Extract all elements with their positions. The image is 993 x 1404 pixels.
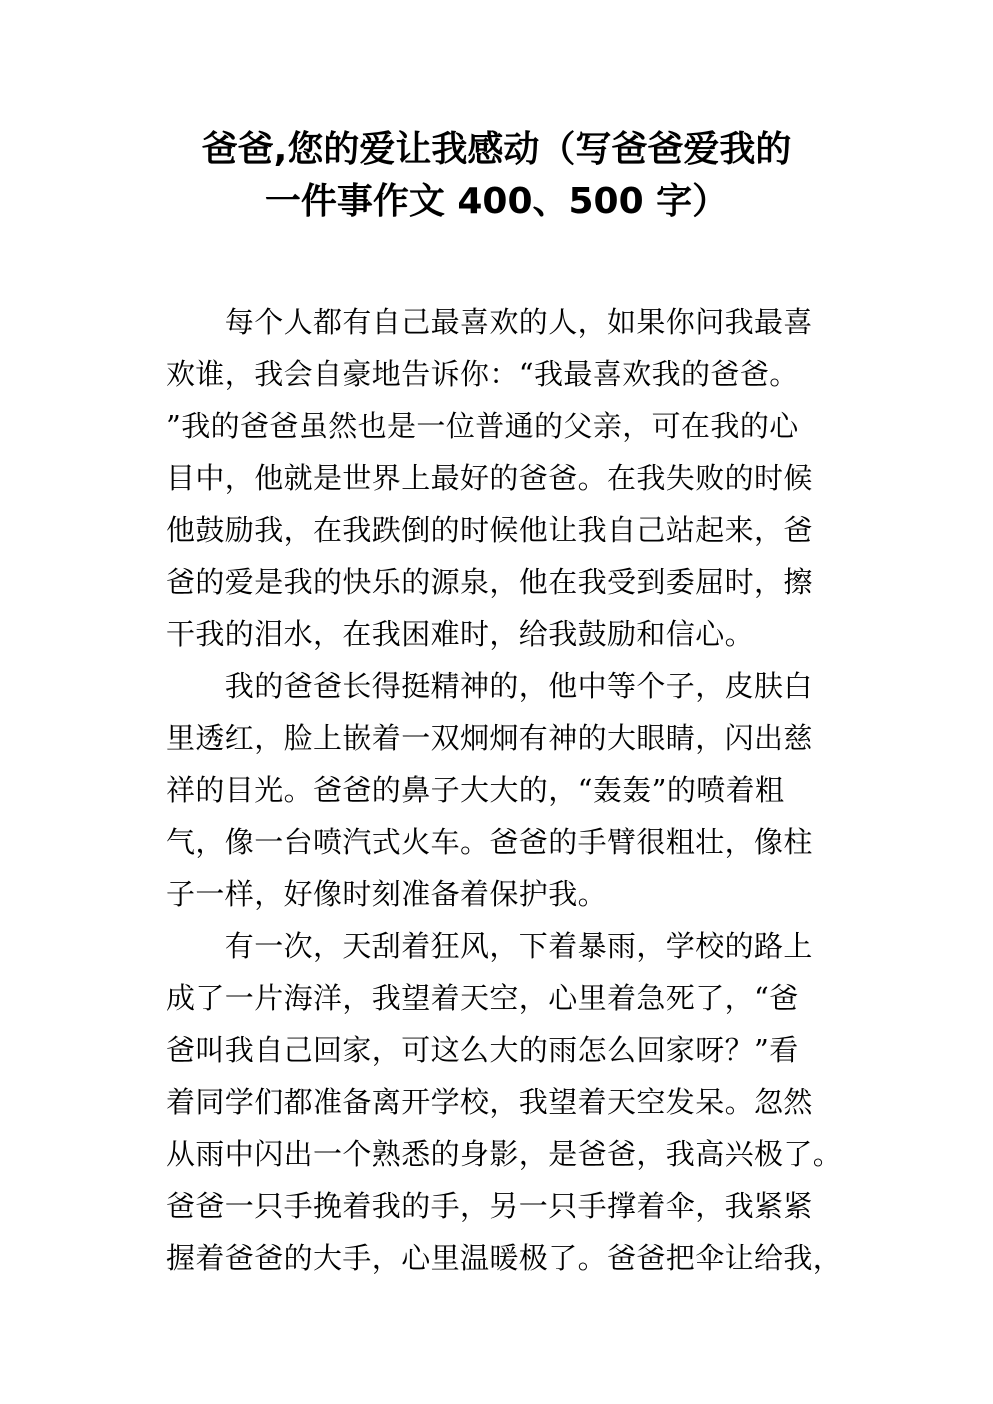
body-line: ”我的爸爸虽然也是一位普通的父亲，可在我的心 — [166, 409, 799, 443]
body-line: 目中，他就是世界上最好的爸爸。在我失败的时候 — [166, 461, 813, 495]
body-line: 从雨中闪出一个熟悉的身影，是爸爸，我高兴极了。 — [166, 1137, 843, 1171]
body-line: 干我的泪水，在我困难时，给我鼓励和信心。 — [166, 617, 755, 651]
body-line: 欢谁，我会自豪地告诉你：“我最喜欢我的爸爸。 — [166, 357, 799, 391]
body-line: 爸的爱是我的快乐的源泉，他在我受到委屈时，擦 — [166, 565, 813, 599]
body-line: 他鼓励我，在我跌倒的时候他让我自己站起来，爸 — [166, 513, 813, 547]
body-line: 握着爸爸的大手，心里温暖极了。爸爸把伞让给我， — [166, 1241, 843, 1275]
body-line: 爸叫我自己回家，可这么大的雨怎么回家呀？”看 — [166, 1033, 799, 1067]
body-line: 有一次，天刮着狂风，下着暴雨，学校的路上 — [166, 929, 813, 963]
body-line: 每个人都有自己最喜欢的人，如果你问我最喜 — [166, 305, 813, 339]
title-line-1: 爸爸,您的爱让我感动（写爸爸爱我的 — [201, 129, 792, 170]
body-line: 爸爸一只手挽着我的手，另一只手撑着伞，我紧紧 — [166, 1189, 813, 1223]
title-line-2: 一件事作文 400、500 字） — [264, 181, 729, 222]
body-line: 祥的目光。爸爸的鼻子大大的，“轰轰”的喷着粗 — [166, 773, 785, 807]
body-line: 里透红，脸上嵌着一双炯炯有神的大眼睛，闪出慈 — [166, 721, 813, 755]
body-line: 我的爸爸长得挺精神的，他中等个子，皮肤白 — [166, 669, 813, 703]
body-line: 气，像一台喷汽式火车。爸爸的手臂很粗壮，像柱 — [166, 825, 813, 859]
body-line: 着同学们都准备离开学校，我望着天空发呆。忽然 — [166, 1085, 813, 1119]
body-line: 子一样，好像时刻准备着保护我。 — [166, 877, 608, 911]
body-line: 成了一片海洋，我望着天空，心里着急死了，“爸 — [166, 981, 799, 1015]
